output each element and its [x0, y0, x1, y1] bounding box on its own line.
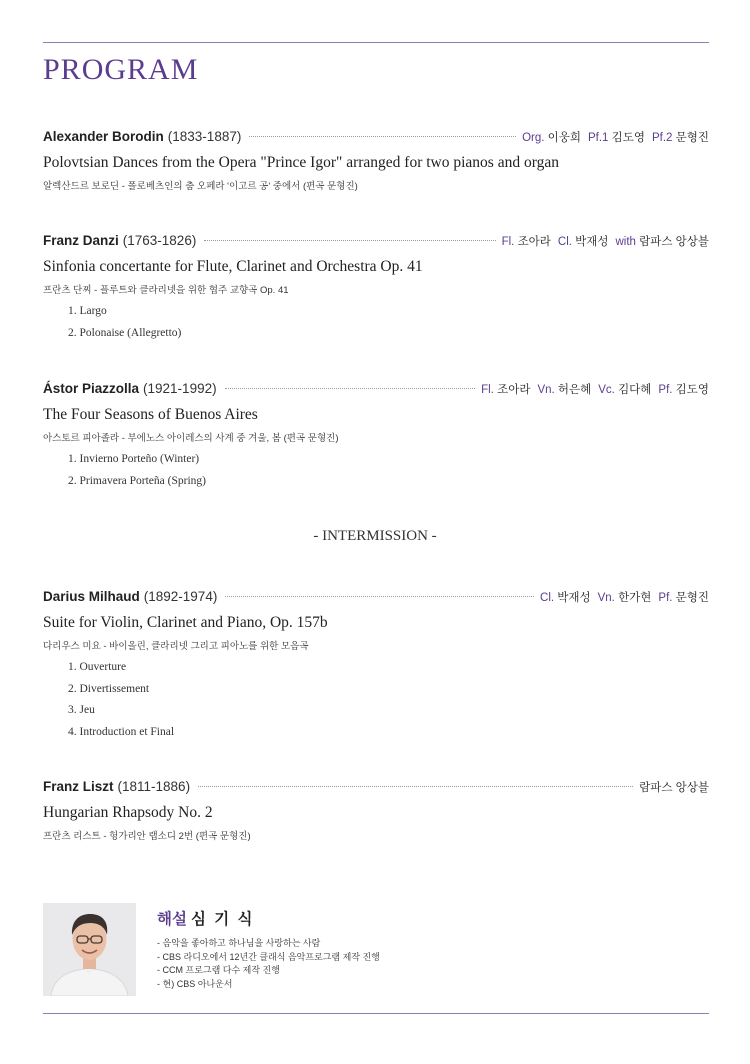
composer-name: Franz Liszt [43, 779, 114, 794]
host-role: 해설 [157, 911, 187, 928]
intermission-label: - INTERMISSION - [313, 528, 437, 544]
movement-list [43, 301, 709, 344]
performer-role: Pf. [658, 592, 673, 604]
performer-role: Pf.1 [588, 132, 609, 144]
composer-name: Ástor Piazzolla [43, 381, 140, 396]
movement-list [43, 657, 709, 743]
performer-name: 조아라 [517, 236, 551, 248]
composer-dates: (1892-1974) [143, 589, 218, 604]
performer-name: 람파스 앙상블 [639, 782, 709, 794]
program-item [43, 779, 709, 842]
work-korean-title: 프란츠 단찌 - 플루트와 클라리넷을 위한 협주 교향곡 Op. 41 [43, 285, 289, 296]
dotted-leader [225, 388, 476, 389]
performer-name: 람파스 앙상블 [639, 236, 709, 248]
performer-role: with [615, 236, 636, 248]
performers [481, 381, 709, 397]
performer-role: Fl. [501, 236, 515, 248]
movement-item: 2. Primavera Porteña (Spring) [68, 474, 206, 487]
page-title: PROGRAM [43, 53, 199, 86]
dotted-leader [198, 786, 633, 787]
composer-name: Alexander Borodin [43, 129, 164, 144]
performers [639, 779, 709, 795]
dotted-leader [204, 240, 495, 241]
host-bio [157, 937, 380, 991]
work-title: Hungarian Rhapsody No. 2 [43, 804, 213, 821]
work-korean-title: 아스토르 피아졸라 - 부에노스 아이레스의 사계 중 겨울, 봄 (편곡 문형진) [43, 433, 339, 444]
performer-role: Cl. [540, 592, 555, 604]
movement-item: 1. Invierno Porteño (Winter) [68, 453, 200, 465]
dotted-leader [249, 136, 516, 137]
performer-role: Cl. [557, 236, 572, 248]
composer-name: Darius Milhaud [43, 589, 140, 604]
composer-dates: (1811-1886) [117, 779, 191, 794]
performer-name: 김도영 [611, 132, 645, 144]
performers [502, 233, 709, 249]
program-item [43, 589, 709, 743]
host-photo [43, 903, 136, 996]
movement-item: 1. Ouverture [68, 661, 127, 673]
work-korean-title: 알렉산드르 보로딘 - 폴로베츠인의 춤 오페라 '이고르 공' 중에서 (편곡 문형진) [43, 181, 358, 192]
composer-dates: (1763-1826) [122, 233, 197, 248]
work-title: The Four Seasons of Buenos Aires [43, 406, 258, 423]
movement-item: 3. Jeu [68, 704, 95, 716]
performer-name: 문형진 [675, 592, 709, 604]
movement-item: 4. Introduction et Final [68, 725, 175, 738]
host-bio-line: - CBS 라디오에서 12년간 클래식 음악프로그램 제작 진행 [157, 951, 380, 962]
performer-role: Vn. [537, 384, 555, 396]
host-heading [157, 907, 380, 929]
performer-role: Fl. [481, 384, 494, 396]
movement-list [43, 449, 709, 492]
program-item [43, 233, 709, 344]
movement-item: 2. Divertissement [68, 682, 150, 695]
program-item-header [43, 589, 709, 607]
performers [522, 129, 709, 145]
movement-item: 1. Largo [68, 305, 107, 317]
performer-role: Vn. [597, 592, 615, 604]
composer-dates: (1921-1992) [143, 381, 217, 396]
host-bio-line: - CCM 프로그램 다수 제작 진행 [157, 965, 280, 975]
performer-name: 박재성 [557, 592, 591, 604]
composer-dates: (1833-1887) [167, 129, 242, 144]
program-item [43, 381, 709, 492]
work-korean-title: 다리우스 미요 - 바이올린, 클라리넷 그리고 피아노를 위한 모음곡 [43, 641, 309, 652]
host-bio-line: - 음악을 좋아하고 하나님을 사랑하는 사람 [157, 938, 321, 948]
dotted-leader [225, 596, 534, 597]
composer-name: Franz Danzi [43, 233, 119, 248]
work-korean-title: 프란츠 리스트 - 헝가리안 랩소디 2번 (편곡 문형진) [43, 831, 251, 842]
program-item-header [43, 381, 709, 399]
performers [540, 589, 709, 605]
performer-name: 김다혜 [618, 384, 652, 396]
program-item-header [43, 779, 709, 797]
program-item-header [43, 129, 709, 147]
host-name: 심 기 식 [190, 911, 255, 928]
host-bio-line: - 현) CBS 아나운서 [157, 978, 233, 989]
performer-role: Pf. [658, 384, 673, 396]
program-item [43, 129, 709, 192]
bottom-rule [43, 1013, 709, 1014]
work-title: Polovtsian Dances from the Opera "Prince Igor" arranged for two pianos and organ [43, 154, 559, 171]
performer-name: 김도영 [675, 384, 709, 396]
program-item-header [43, 233, 709, 251]
host-portrait-icon [43, 903, 136, 996]
performer-name: 문형진 [675, 132, 709, 144]
performer-role: Pf.2 [652, 132, 673, 144]
movement-item: 2. Polonaise (Allegretto) [68, 326, 182, 339]
work-title: Suite for Violin, Clarinet and Piano, Op. 157b [43, 614, 328, 631]
performer-name: 박재성 [575, 236, 609, 248]
top-rule [43, 42, 709, 43]
performer-role: Vc. [598, 384, 615, 396]
performer-name: 이웅희 [547, 132, 581, 144]
performer-name: 허은혜 [557, 384, 592, 396]
work-title: Sinfonia concertante for Flute, Clarinet and Orchestra Op. 41 [43, 258, 423, 275]
performer-name: 한가현 [618, 592, 652, 604]
performer-role: Org. [522, 132, 545, 144]
host-info [157, 907, 380, 991]
performer-name: 조아라 [497, 384, 531, 396]
